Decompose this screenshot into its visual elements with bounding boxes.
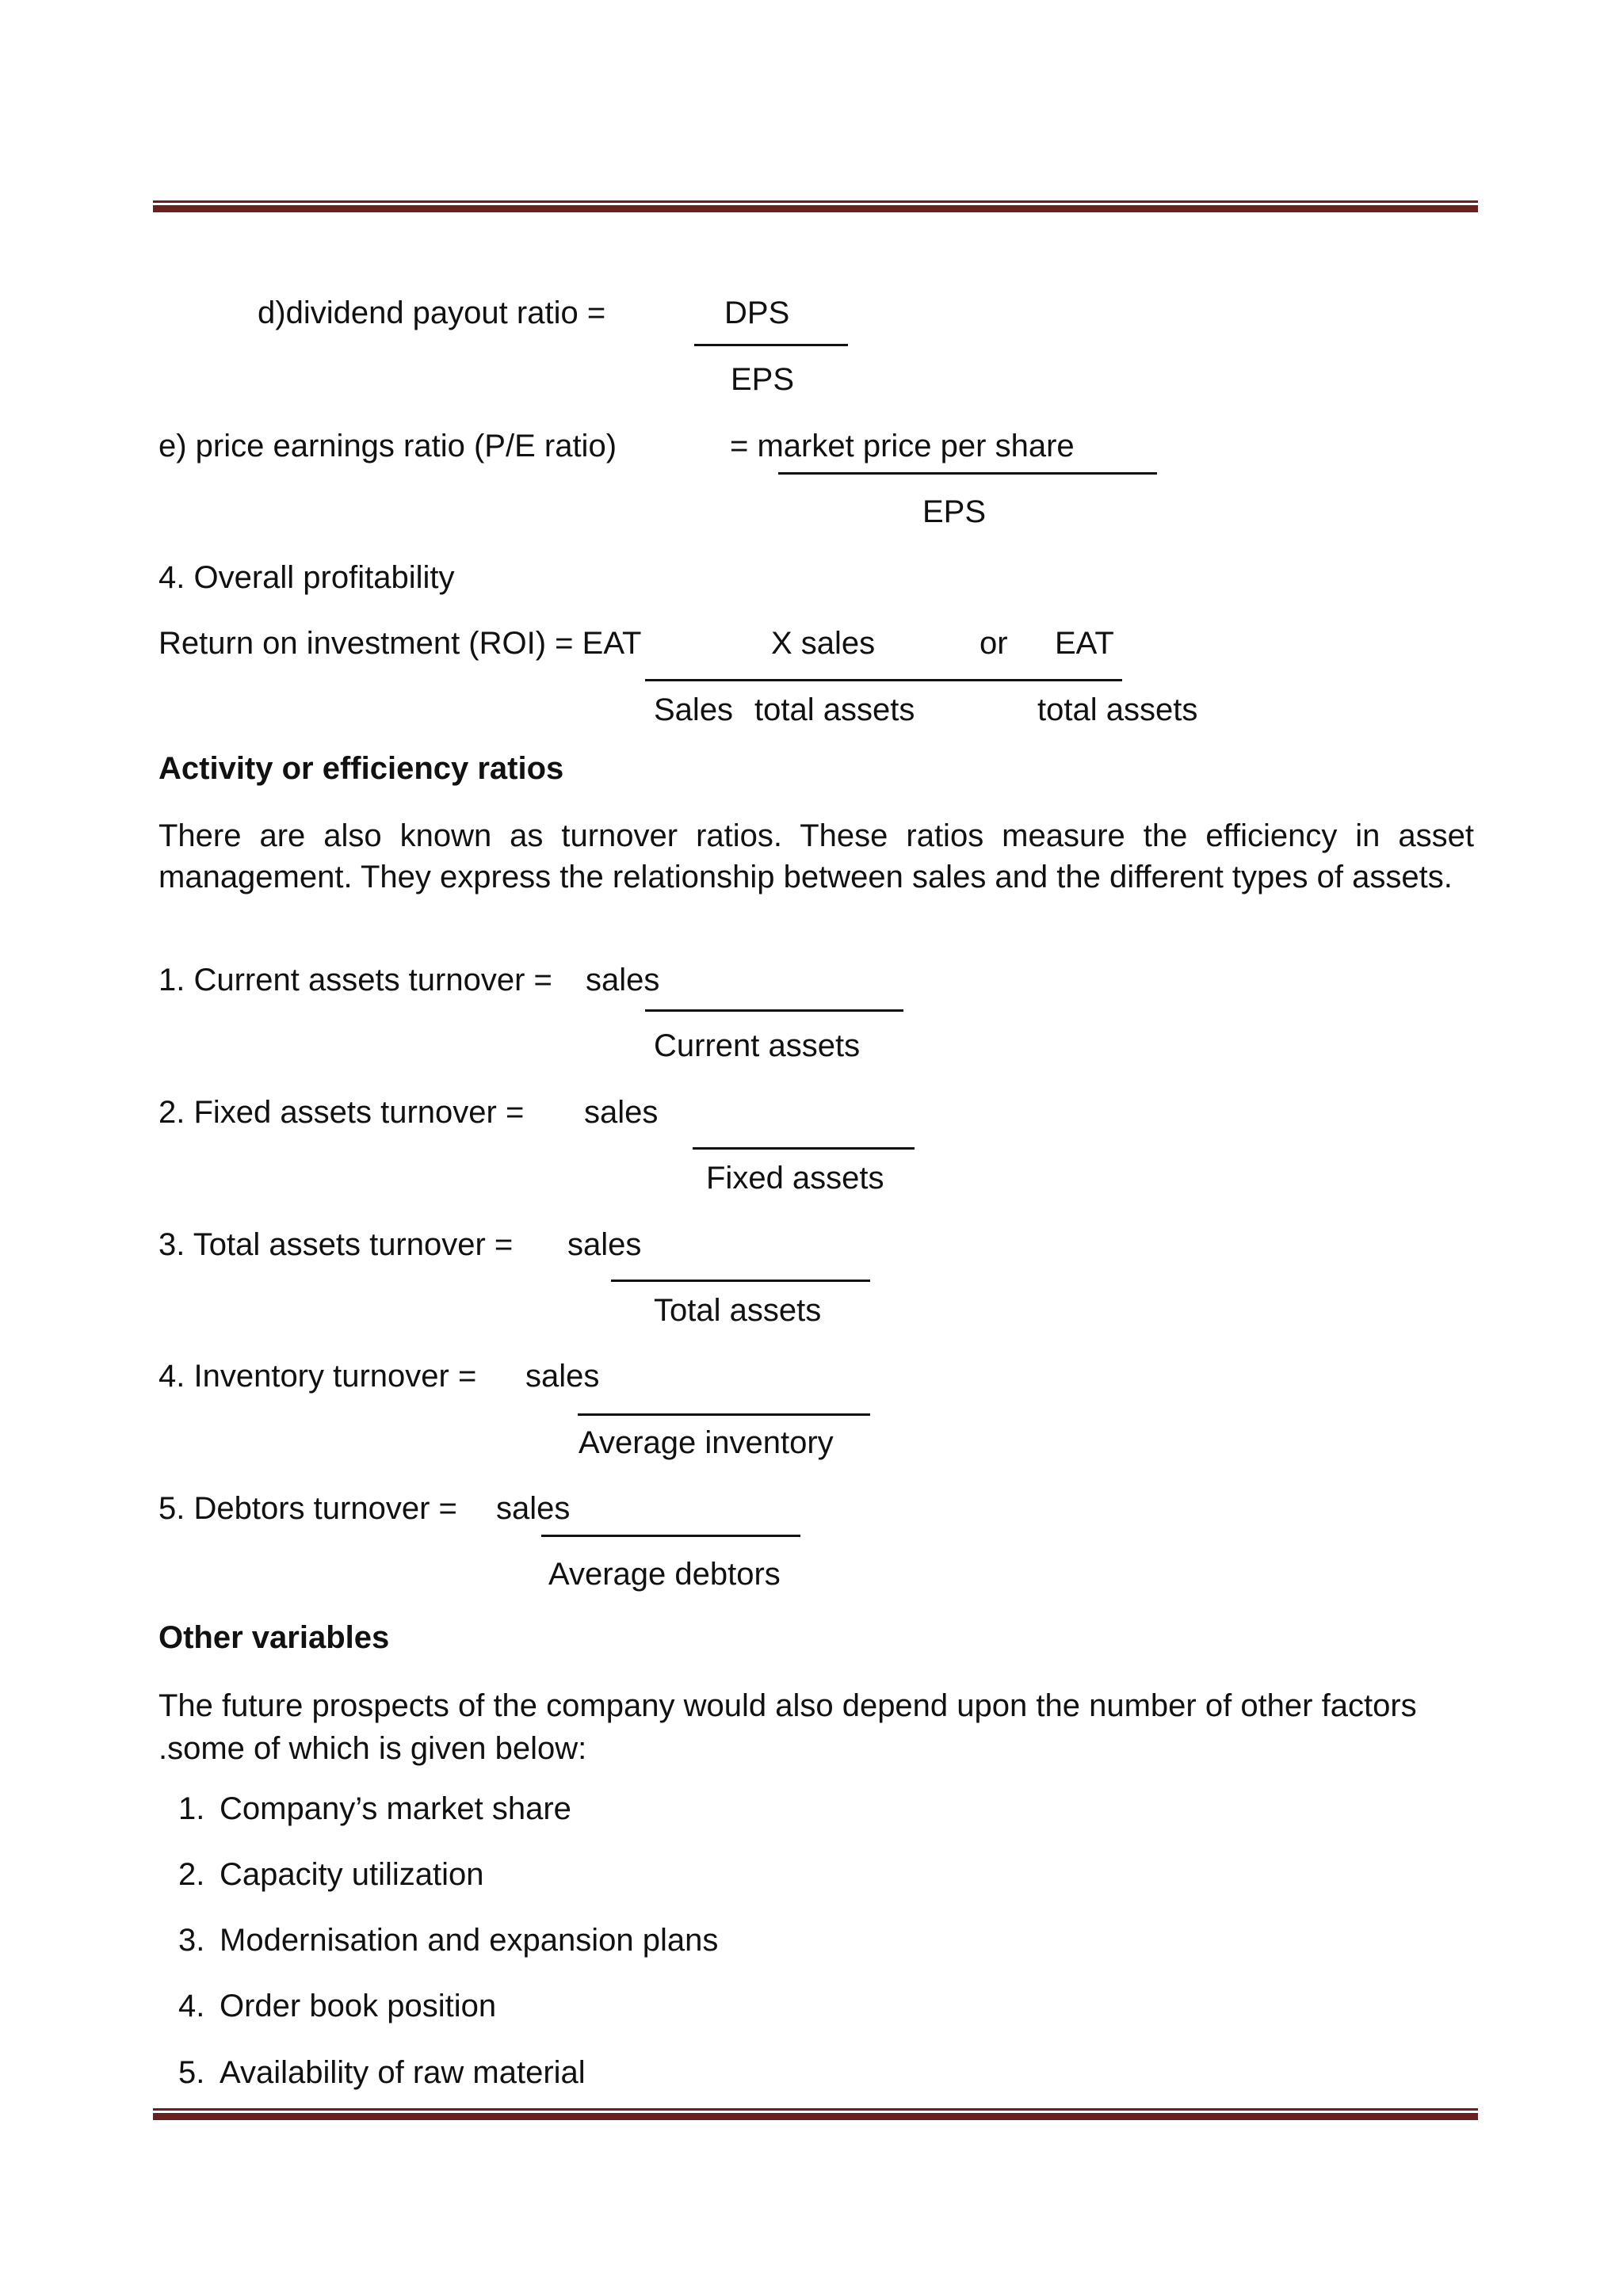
total-assets-turnover-numerator: sales [567,1227,642,1262]
fraction-bar [694,344,848,346]
list-item [178,2054,586,2092]
fraction-bar [693,1147,915,1150]
inventory-turnover-denominator: Average inventory [579,1425,834,1460]
list-item-number: 2. [178,1857,205,1892]
fraction-bar [541,1535,800,1537]
fixed-assets-turnover-label: 2. Fixed assets turnover = [158,1095,525,1130]
list-item [178,1790,571,1828]
total-assets-turnover-label: 3. Total assets turnover = [158,1227,514,1262]
dividend-payout-denominator: EPS [731,362,795,397]
inventory-turnover-numerator: sales [525,1359,600,1394]
fraction-bar [645,679,1122,681]
list-item-number: 1. [178,1791,205,1826]
list-item-text: Company’s market share [220,1791,571,1826]
inventory-turnover-label: 4. Inventory turnover = [158,1359,477,1394]
other-variables-paragraph: The future prospects of the company would also depend upon the number of other factors .some of which is given below: [158,1688,1417,1766]
pe-ratio-denominator: EPS [922,494,987,529]
pe-ratio-numerator: = market price per share [730,429,1075,463]
list-item-text: Modernisation and expansion plans [220,1923,719,1958]
fixed-assets-turnover-denominator: Fixed assets [706,1161,884,1196]
current-assets-turnover-numerator: sales [586,963,660,997]
current-assets-turnover-label: 1. Current assets turnover = [158,963,552,997]
list-item [178,1855,484,1894]
list-item-text: Capacity utilization [220,1857,484,1892]
list-item [178,1921,718,1959]
debtors-turnover-numerator: sales [496,1491,571,1526]
fraction-bar [778,472,1157,475]
overall-profitability-heading: 4. Overall profitability [158,560,455,595]
header-rule [153,200,1478,212]
roi-label: Return on investment (ROI) = EAT [158,626,642,661]
roi-eat: EAT [1055,626,1114,661]
list-item-number: 5. [178,2055,205,2090]
debtors-turnover-label: 5. Debtors turnover = [158,1491,457,1526]
list-item-text: Order book position [220,1989,497,2023]
roi-or: or [980,626,1008,661]
dividend-payout-label: d)dividend payout ratio = [258,296,606,330]
current-assets-turnover-denominator: Current assets [654,1028,861,1063]
fraction-bar [578,1413,870,1416]
roi-x-sales: X sales [771,626,876,661]
list-item [178,1987,496,2025]
dividend-payout-numerator: DPS [724,296,790,330]
fixed-assets-turnover-numerator: sales [584,1095,659,1130]
list-item-text: Availability of raw material [220,2055,586,2090]
pe-ratio-label: e) price earnings ratio (P/E ratio) [158,429,617,463]
activity-paragraph: There are also known as turnover ratios. These ratios measure the efficiency in asset management. They express the relationship between sales and the different types of assets. [158,818,1474,894]
activity-heading: Activity or efficiency ratios [158,751,564,786]
list-item-number: 3. [178,1923,205,1958]
debtors-turnover-denominator: Average debtors [548,1557,781,1592]
list-item-number: 4. [178,1989,205,2023]
footer-rule [153,2108,1478,2120]
fraction-bar [645,1009,903,1012]
roi-denominator-total-assets-alt: total assets [1037,692,1198,727]
roi-denominator-total-assets: total assets [754,692,915,727]
other-variables-heading: Other variables [158,1620,390,1655]
fraction-bar [611,1280,870,1282]
roi-denominator-sales: Sales [654,692,734,727]
total-assets-turnover-denominator: Total assets [654,1293,822,1328]
